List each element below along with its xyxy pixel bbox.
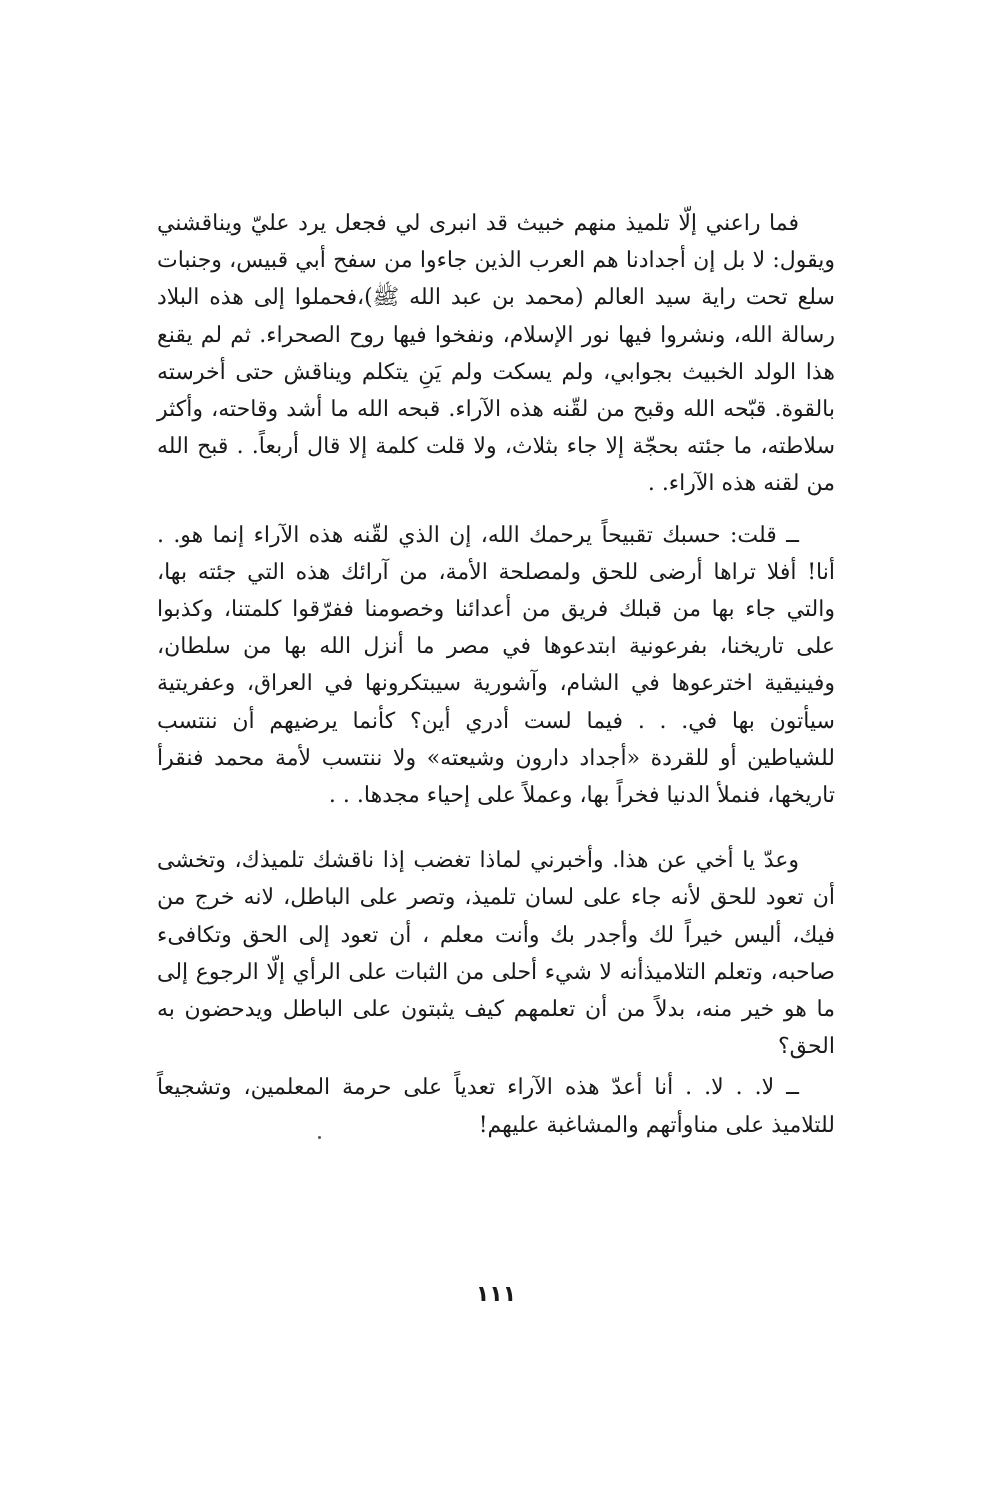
- paragraph-2: ــ قلت: حسبك تقبيحاً يرحمك الله، إن الذي لقّنه هذه الآراء إنما هو. . أنا! أفلا تراها أرضى للحق ولمصلحة الأمة، من آرائك هذه التي جئته بها، والتي جاء بها من قبلك فريق من أعدائنا وخصومنا ففرّقوا كلمتنا، وكذبوا على تاريخنا، بفرعونية ابتدعوها في مصر ما أنزل الله بها من سلطان، وفينيقية اخترعوها في الشام، وآشورية سيبتكرونها في العراق، وعفريتية سيأتون بها في. . . فيما لست أدري أين؟ كأنما يرضيهم أن ننتسب للشياطين أو للقردة «أجداد دارون وشيعته» ولا ننتسب لأمة محمد فنقرأ تاريخها، فنملأ الدنيا فخراً بها، وعملاً على إحياء مجدها. . .: [157, 522, 835, 809]
- scan-speck: [318, 1136, 321, 1139]
- paragraph-4: ــ لا. . لا. . أنا أعدّ هذه الآراء تعدياً على حرمة المعلمين، وتشجيعاً للتلاميذ على مناوأتهم والمشاغبة عليهم!: [157, 1075, 835, 1138]
- paragraph-3: وعدّ يا أخي عن هذا. وأخبرني لماذا تغضب إذا ناقشك تلميذك، وتخشى أن تعود للحق لأنه جاء على لسان تلميذ، وتصر على الباطل، لانه خرج من فيك، أليس خيراً لك وأجدر بك وأنت معلم ، أن تعود إلى الحق وتكافىء صاحبه، وتعلم التلاميذأنه لا شيء أحلى من الثبات على الرأي إلّا الرجوع إلى ما هو خير منه، بدلاً من أن تعلمهم كيف يثبتون على الباطل ويدحضون به الحق؟: [157, 848, 835, 1060]
- page-number: ١١١: [475, 1282, 517, 1307]
- paragraph-1: فما راعني إلّا تلميذ منهم خبيث قد انبرى لي فجعل يرد عليّ ويناقشني ويقول: لا بل إن أجدادنا هم العرب الذين جاءوا من سفح أبي قبيس، وجنبات سلع تحت راية سيد العالم (محمد بن عبد الله ﷺ)،فحملوا إلى هذه البلاد رسالة الله، ونشروا فيها نور الإسلام، ونفخوا فيها روح الصحراء. ثم لم يقنع هذا الولد الخبيث بجوابي، ولم يسكت ولم يَنِ يتكلم ويناقش حتى أخرسته بالقوة. قبّحه الله وقبح من لقّنه هذه الآراء. قبحه الله ما أشد وقاحته، وأكثر سلاطته، ما جئته بحجّة إلا جاء بثلاث، ولا قلت كلمة إلا قال أربعاً. . قبح الله من لقنه هذه الآراء. .: [157, 211, 835, 497]
